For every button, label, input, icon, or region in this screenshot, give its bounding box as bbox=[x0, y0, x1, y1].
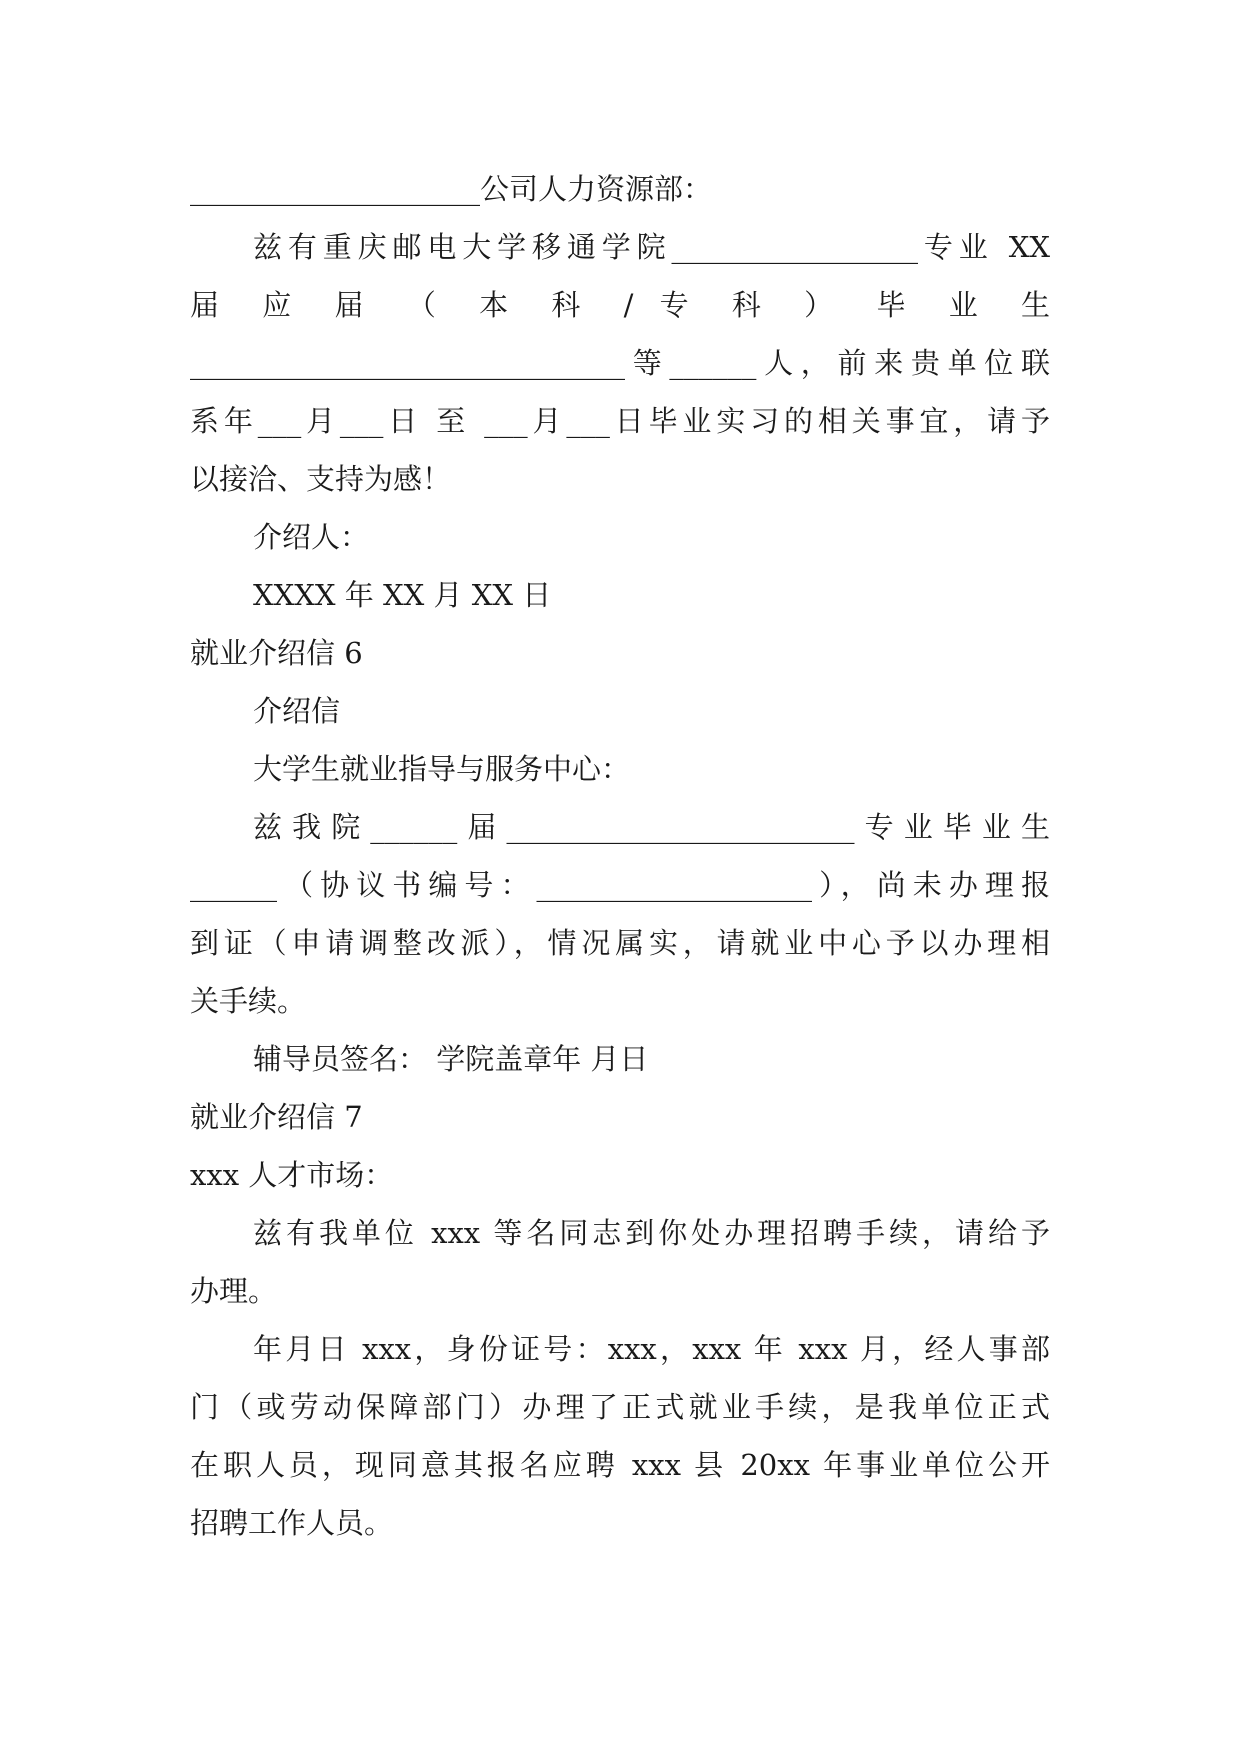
paragraph-line: 到证（申请调整改派），情况属实，请就业中心予以办理相 bbox=[190, 926, 1050, 960]
paragraph-line: 兹有我单位 xxx 等名同志到你处办理招聘手续，请给予 bbox=[253, 1216, 1050, 1250]
document-body bbox=[190, 160, 1050, 1552]
paragraph-line: 兹有重庆邮电大学移通学院_________________专业 XX bbox=[253, 230, 1050, 264]
paragraph-line: 关手续。 bbox=[190, 984, 307, 1018]
addressee-line: 大学生就业指导与服务中心： bbox=[253, 752, 631, 786]
paragraph-line: 办理。 bbox=[190, 1274, 278, 1308]
paragraph-line: 招聘工作人员。 bbox=[190, 1506, 394, 1540]
paragraph-line: 门（或劳动保障部门）办理了正式就业手续，是我单位正式 bbox=[190, 1390, 1050, 1424]
introducer-line: 介绍人： bbox=[253, 520, 370, 554]
paragraph-line: 在职人员，现同意其报名应聘 xxx 县 20xx 年事业单位公开 bbox=[190, 1448, 1050, 1482]
paragraph-line: 系年___月___日 至 ___月___日毕业实习的相关事宜，请予 bbox=[190, 404, 1050, 438]
paragraph-line: 届 应 届 （ 本 科 / 专 科 ） 毕 业 生 bbox=[190, 288, 1050, 322]
signature-line: 辅导员签名： 学院盖章年 月日 bbox=[253, 1042, 649, 1076]
paragraph-line: 以接洽、支持为感！ bbox=[190, 462, 452, 496]
paragraph-line: ______（协议书编号：___________________），尚未办理报 bbox=[190, 868, 1050, 902]
addressee-line: ____________________公司人力资源部： bbox=[190, 172, 713, 206]
addressee-line: xxx 人才市场： bbox=[190, 1158, 394, 1192]
section-heading: 就业介绍信 6 bbox=[190, 636, 363, 670]
paragraph-line: 兹我院______届________________________专业毕业生 bbox=[253, 810, 1050, 844]
paragraph-line: ______________________________等______人，前来贵单位联 bbox=[190, 346, 1050, 380]
date-line: XXXX 年 XX 月 XX 日 bbox=[253, 578, 552, 612]
letter-title: 介绍信 bbox=[253, 694, 341, 728]
section-heading: 就业介绍信 7 bbox=[190, 1100, 363, 1134]
paragraph-line: 年月日 xxx，身份证号：xxx，xxx 年 xxx 月，经人事部 bbox=[253, 1332, 1050, 1366]
